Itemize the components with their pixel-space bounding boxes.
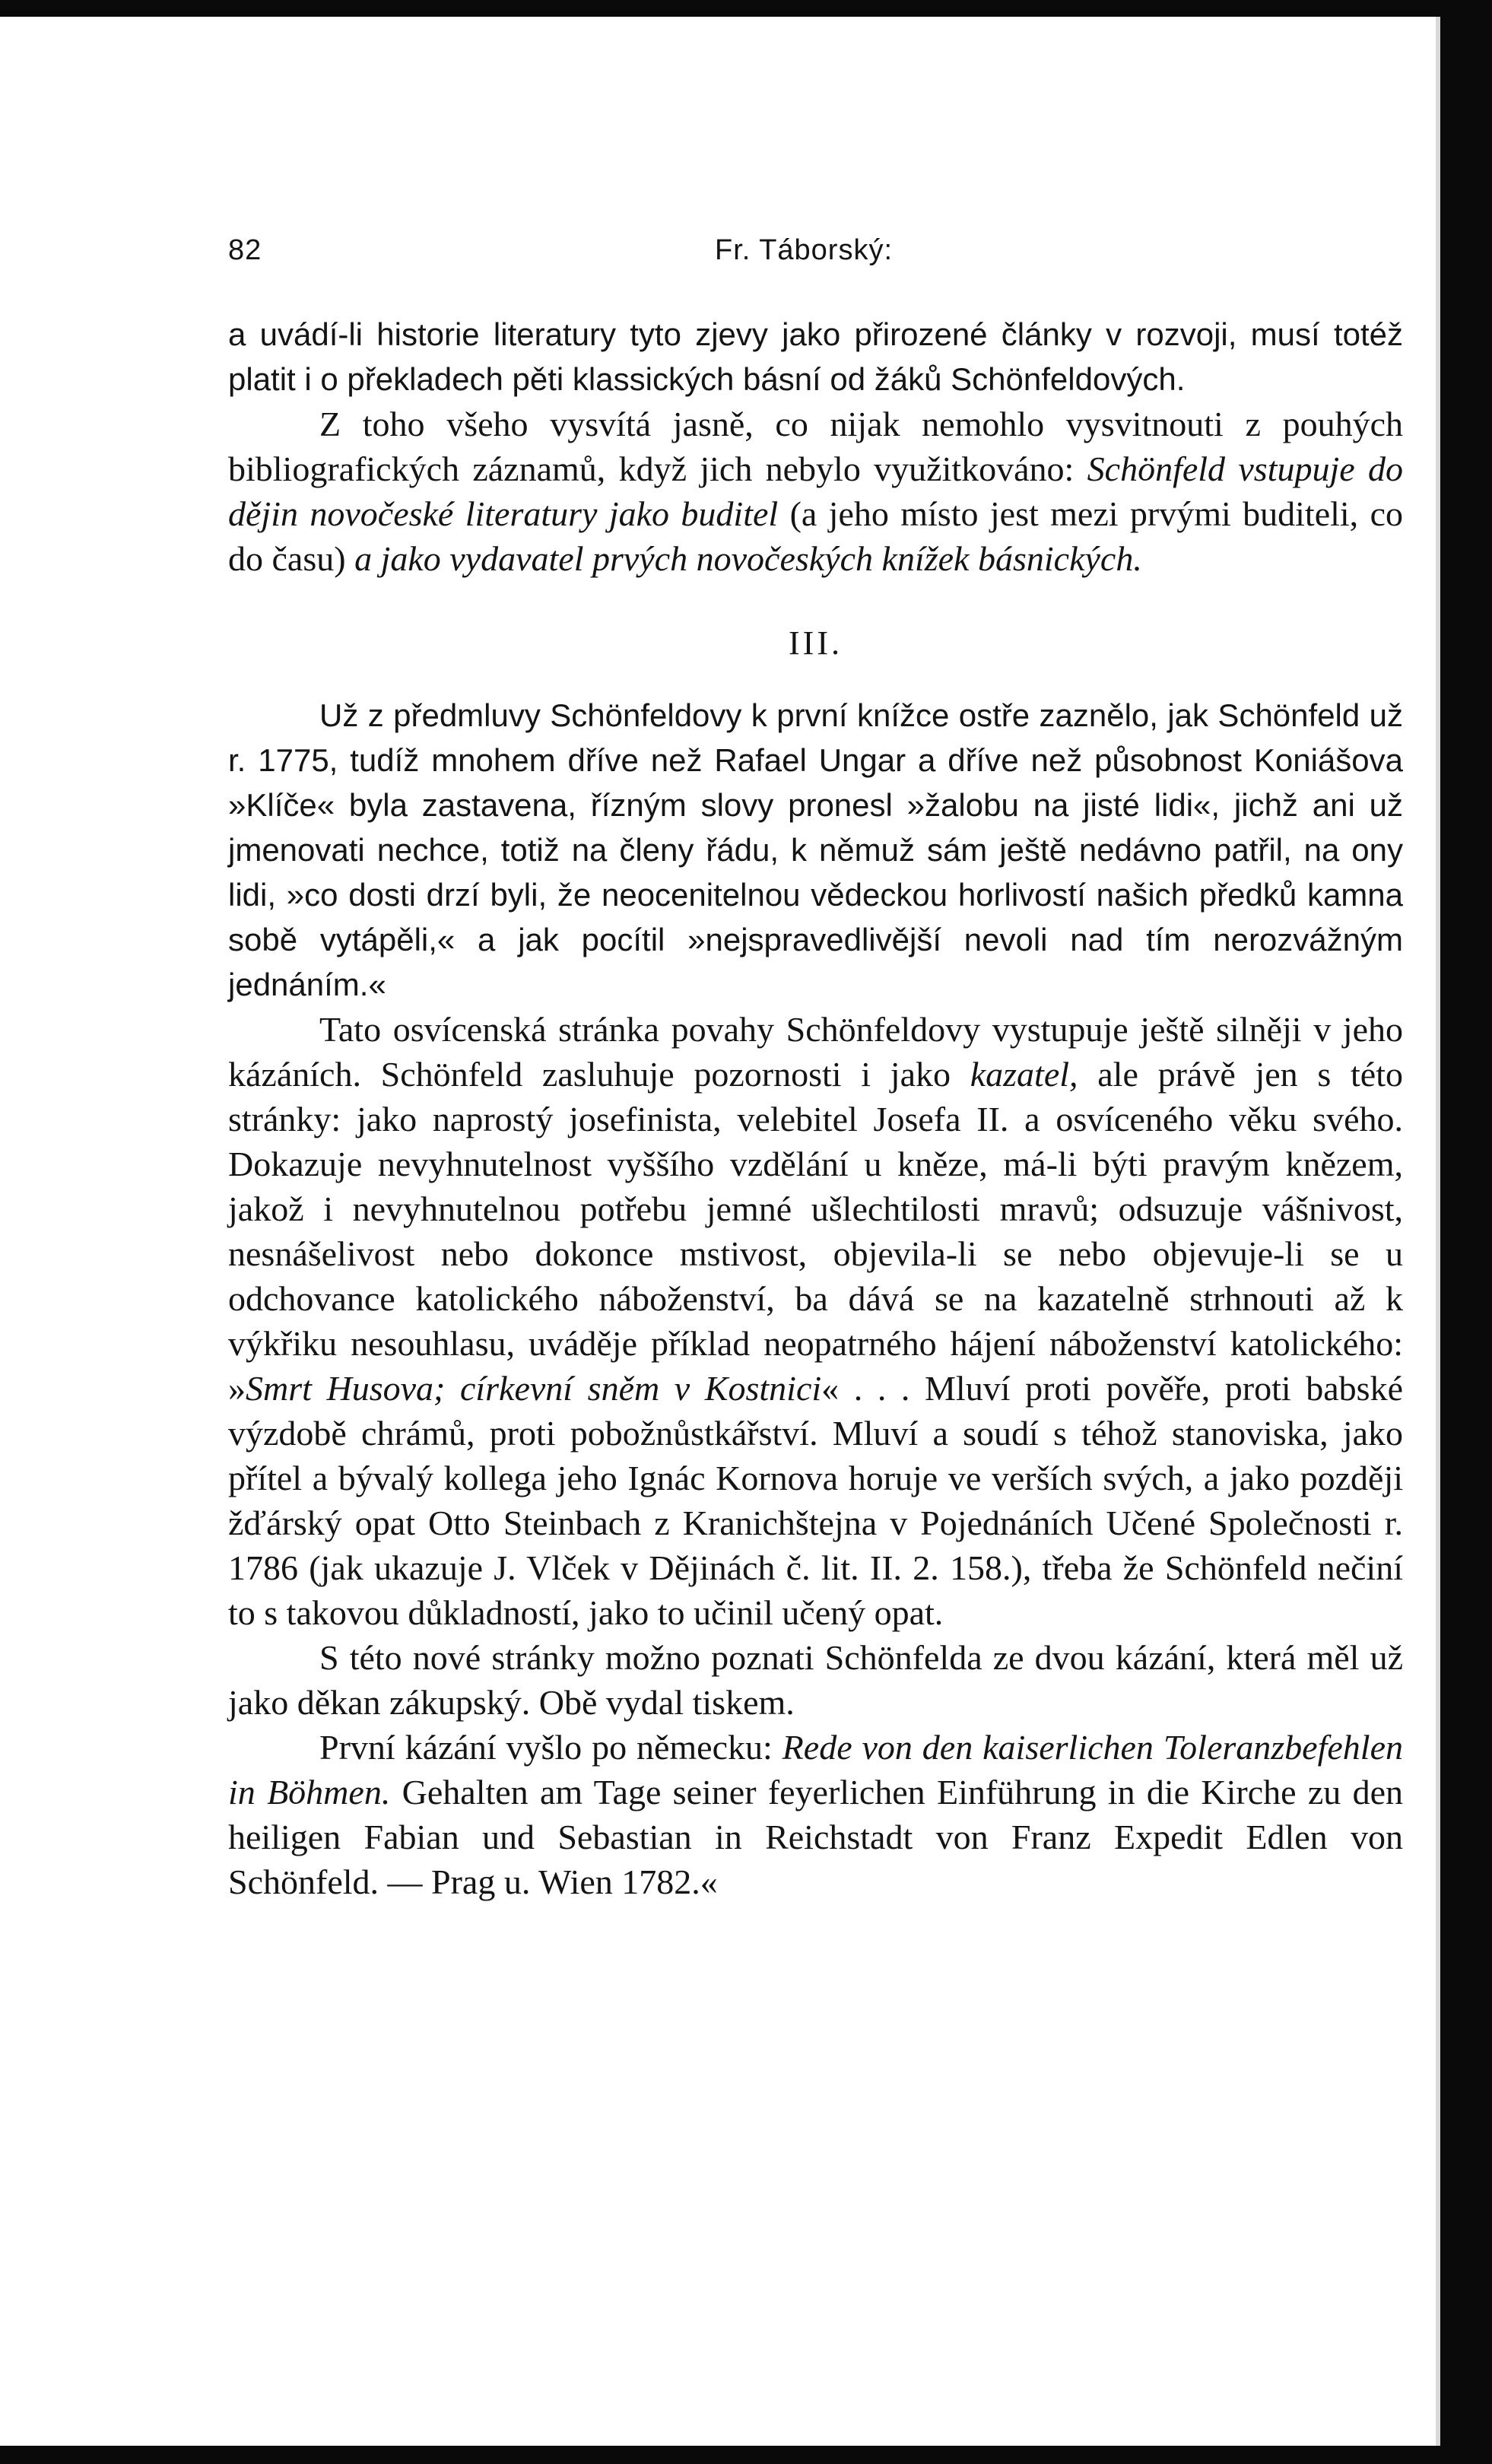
paragraph-2-part-a: Z toho všeho vysvítá jasně, co nijak nemohlo vysvitnouti z pouhých bibliografických záznamů, když jich nebylo využitkováno: (228, 405, 1403, 488)
paragraph-4-part-c: ale právě jen s této stránky: jako naprostý josefinista, velebitel Josefa II. a osvíceného věku svého. Dokazuje nevyhnutelnost vyššího vzdělání u kněze, má-li býti pravým knězem, jakož i nevyhnutelnou potřebu jemné ušlechtilosti mravů; odsuzuje vášnivost, nesnášelivost nebo dokonce mstivost, objevila-li se nebo objevuje-li se u odchovance katolického náboženství, ba dává se na kazatelně strhnouti až k výkřiku nesouhlasu, uváděje příklad neopatrného hájení náboženství katolického: » (228, 1055, 1403, 1408)
paragraph-4-italic-b: Smrt Husova; církevní sněm v Kostnici (246, 1369, 822, 1408)
paragraph-4-part-a: Tato osvícenská stránka povahy Schönfeldovy vystupuje ještě silněji v jeho kázáních. Schönfeld zasluhuje pozornosti i jako (228, 1010, 1403, 1094)
paragraph-2-italic-a: Schönfeld vstupuje do dějin novočeské literatury jako buditel (228, 449, 1403, 533)
paragraph-6 (228, 1725, 1403, 1904)
scan-border-bottom (0, 2446, 1492, 2464)
paragraph-3: Už z předmluvy Schönfeldovy k první knížce ostře zaznělo, jak Schönfeld už r. 1775, tudíž mnohem dříve než Rafael Ungar a dříve než působnost Koniášova »Klíče« byla zastavena, řízným slovy pronesl »žalobu na jisté lidi«, jichž ani už jmenovati nechce, totiž na členy řádu, k němuž sám ještě nedávno patřil, na ony lidi, »co dosti drzí byli, že neocenitelnou vědeckou horlivostí našich předků kamna sobě vytápěli,« a jak pocítil »nejspravedlivější nevoli nad tím nerozvážným jednáním.« (228, 697, 1403, 1002)
paragraph-2-part-c: (a jeho místo jest mezi prvými buditeli, co do času) (228, 494, 1403, 578)
scan-border-right (1440, 0, 1492, 2464)
page-edge (1436, 17, 1440, 2446)
paragraph-6-part-a: První kázání vyšlo po německu: (319, 1728, 783, 1767)
paragraph-1: a uvádí-li historie literatury tyto zjevy jako přirozené články v rozvoji, musí totéž platit i o překladech pěti klassických básní od žáků Schönfeldových. (228, 316, 1403, 397)
paragraph-2-italic-b: a jako vydavatel prvých novočeských knížek básnických. (354, 539, 1142, 578)
paragraph-6-italic: Rede von den kaiserlichen Toleranzbefehlen in Böhmen. (228, 1728, 1403, 1811)
section-heading: III. (789, 624, 843, 662)
page-number: 82 (228, 234, 262, 266)
paragraph-6-part-c: Gehalten am Tage seiner feyerlichen Einführung in die Kirche zu den heiligen Fabian und Sebastian in Reichstadt von Franz Expedit Edlen von Schönfeld. — Prag u. Wien 1782.« (228, 1773, 1404, 1901)
body-text (228, 312, 1403, 1904)
paragraph-5: S této nové stránky možno poznati Schönfelda ze dvou kázání, která měl už jako děkan zákupský. Obě vydal tiskem. (228, 1638, 1403, 1722)
running-head: Fr. Táborský: (715, 234, 894, 266)
scan-border-top (0, 0, 1492, 17)
paragraph-4-italic-a: kazatel, (970, 1055, 1078, 1094)
paragraph-4 (228, 1007, 1403, 1635)
paragraph-4-part-e: « . . . Mluví proti pověře, proti babské výzdobě chrámů, proti pobožnůstkářství. Mluví a soudí s téhož stanoviska, jako přítel a bývalý kollega jeho Ignác Kornova horuje ve verších svých, a jako později žďárský opat Otto Steinbach z Kranichštejna v Pojednáních Učené Společnosti r. 1786 (jak ukazuje J. Vlček v Dějinách č. lit. II. 2. 158.), třeba že Schönfeld nečiní to s takovou důkladností, jako to učinil učený opat. (228, 1369, 1404, 1632)
paragraph-2 (228, 402, 1403, 581)
page-header (228, 234, 1414, 280)
